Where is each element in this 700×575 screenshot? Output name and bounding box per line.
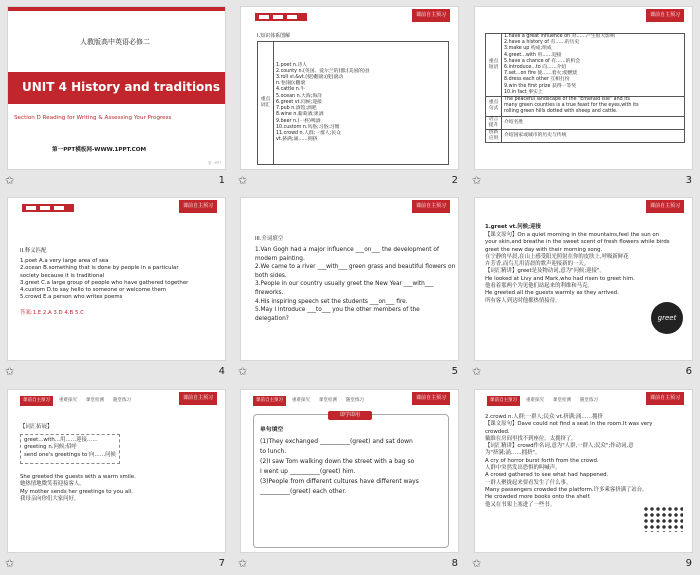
exercise-panel bbox=[253, 414, 449, 548]
nav-item: 随堂练习 bbox=[113, 398, 131, 403]
text-line: I went up __________(greet) him. bbox=[260, 468, 356, 475]
word-heading: 1.greet vt.问候;迎接 bbox=[485, 224, 541, 230]
text-line: (3)People from different cultures have different ways bbox=[260, 478, 419, 485]
nav-item: 随堂练习 bbox=[580, 398, 598, 403]
row-content bbox=[502, 97, 685, 117]
slide-thumbnail-4[interactable] bbox=[0, 191, 233, 382]
text-line: greet...with...用……迎接…… bbox=[24, 437, 98, 443]
brand-text: 第一PPT模板网-WWW.1PPT.COM bbox=[52, 147, 147, 153]
unit-title: UNIT 4 History and traditions bbox=[22, 80, 220, 94]
nav-bar bbox=[487, 396, 601, 406]
match-list bbox=[20, 258, 220, 302]
text-line: society because it is traditional bbox=[20, 272, 105, 279]
nav-item: 重难探究 bbox=[526, 398, 544, 403]
text-line: The peaceful landscape of the "Emerald Isle" and its bbox=[504, 97, 630, 103]
star-icon[interactable]: ✩ bbox=[238, 365, 248, 378]
text-line: My mother sends her greetings to you all. bbox=[20, 488, 133, 495]
text-line: 10.in fact 事实上 bbox=[504, 89, 543, 95]
text-line: fireworks. bbox=[255, 289, 284, 296]
slide-number: 6 bbox=[685, 366, 692, 377]
nav-item: 重难探究 bbox=[59, 398, 77, 403]
slide-thumbnail-6[interactable] bbox=[467, 191, 700, 382]
text-line: both sides. bbox=[255, 272, 287, 279]
vocab-list bbox=[274, 42, 449, 165]
slide-number: 7 bbox=[218, 558, 225, 569]
section-tab: 课前自主预习 bbox=[646, 200, 684, 213]
slide-canvas bbox=[240, 197, 459, 361]
section-tab: 课前自主预习 bbox=[179, 392, 217, 405]
text-line: 9.win the first prize 获得一等奖 bbox=[504, 83, 577, 89]
section-tab: 课前自主预习 bbox=[412, 9, 450, 22]
text-line: 6.greet vt.问候;迎接 bbox=[276, 99, 322, 105]
text-line: your skin,and breathe in the sweet scent of fresh flowers while birds bbox=[485, 239, 670, 246]
text-line: 2.crowd n.人群;一群人;民众 vt.挤满;涌……拥挤 bbox=[485, 414, 603, 420]
fill-list bbox=[255, 246, 455, 323]
text-line: 5.May I introduce ___to___ you the other members of the bbox=[255, 307, 420, 314]
text-line: She greeted the guests with a warm smile. bbox=[20, 474, 136, 480]
star-icon[interactable]: ✩ bbox=[472, 174, 482, 187]
slide-heading: III.介词填空 bbox=[255, 236, 284, 242]
text-line: A cry of horror burst forth from the crowd. bbox=[485, 457, 599, 464]
nav-item: 课堂检测 bbox=[86, 398, 104, 403]
text-line: send one's greetings to 向……问候 bbox=[24, 451, 116, 458]
row-label: 重点短语 bbox=[486, 34, 502, 97]
text-line: 卉芳香,而鸟儿用清晨的歌声迎接新的一天。 bbox=[485, 261, 590, 268]
star-icon[interactable]: ✩ bbox=[5, 174, 15, 187]
text-line: 5.crowd E.a person who writes poems bbox=[20, 294, 123, 301]
slide-thumbnail-5[interactable] bbox=[233, 191, 466, 382]
text-line: greeting n.问候;招呼 bbox=[24, 444, 77, 451]
text-line: (1)They exchanged __________(greet) and sat down bbox=[260, 438, 413, 445]
slide-number: 9 bbox=[685, 558, 692, 569]
text-line: 他看着那两个为见他们站起来的利维和马克。 bbox=[485, 283, 593, 290]
book-title: 人教版高中英语必修二 bbox=[80, 38, 150, 46]
text-line: 为"挤满;涌……拥挤"。 bbox=[485, 450, 541, 457]
text-line: __________(greet) each other. bbox=[260, 488, 347, 495]
text-line: He looked at Livy and Mark,who had risen to greet him. bbox=[485, 275, 635, 282]
section-tab: 课前自主预习 bbox=[646, 392, 684, 405]
slide-canvas bbox=[240, 389, 459, 553]
nav-bar bbox=[20, 396, 134, 406]
slide-thumbnail-1[interactable] bbox=[0, 0, 233, 191]
slide-number: 4 bbox=[218, 366, 225, 377]
text-line: 【词汇精讲】greet是及物动词,意为"问候;迎接"。 bbox=[485, 268, 605, 275]
text-line: 【词汇精讲】crowd作名词,意为"人群,一群人;民众";作动词,意 bbox=[485, 443, 634, 450]
text-line: He crowded more books onto the shelf. bbox=[485, 494, 591, 501]
text-line: 3.roll vi.&vt.(使)翻滚;(使)滚动 bbox=[276, 75, 344, 81]
expansion-box bbox=[20, 434, 120, 464]
text-line: 一群人聚拢起来要看发生了什么事。 bbox=[485, 479, 572, 486]
nav-tag bbox=[22, 204, 74, 212]
text-line: n.卷(轴);翻滚 bbox=[276, 81, 306, 87]
top-stripe bbox=[8, 7, 226, 11]
slide-number: 2 bbox=[451, 175, 458, 186]
slide-canvas bbox=[7, 197, 226, 361]
exercise-list bbox=[260, 437, 446, 497]
text-line: 她热情地微笑着迎接客人。 bbox=[20, 481, 85, 488]
text-line: 3.greet C.a large group of people who have gathered together bbox=[20, 279, 189, 286]
text-line: He greeted all the guests warmly as they arrived. bbox=[485, 290, 619, 297]
text-line: crowded. bbox=[485, 428, 510, 435]
text-line: 他又在书架上塞进了一些书。 bbox=[485, 501, 556, 508]
crowd-illustration bbox=[643, 506, 683, 532]
text-line: 4.custom D.to say hello to someone or welcome them bbox=[20, 287, 167, 294]
nav-tag bbox=[255, 13, 307, 21]
text-line: rolling green hills dotted with sheep and cattle. bbox=[504, 109, 618, 115]
text-line: 1.poet n.诗人 bbox=[276, 62, 308, 68]
text-line: 6.introduce...to 向……介绍 bbox=[504, 65, 567, 71]
greet-illustration: greet bbox=[651, 302, 683, 334]
slide-canvas bbox=[7, 389, 226, 553]
row-label: 重点词汇 bbox=[258, 42, 274, 165]
slide-heading: II.释义匹配 bbox=[20, 248, 47, 254]
practice-badge: 即学即用 bbox=[328, 411, 372, 420]
slide-thumbnail-7[interactable] bbox=[0, 383, 233, 574]
slide-number: 1 bbox=[218, 175, 225, 186]
text-line: 10.custom n.风俗;习俗;习惯 bbox=[276, 124, 340, 130]
nav-item: 课前自主预习 bbox=[253, 396, 286, 406]
text-line: 4.greet...with 用……迎接 bbox=[504, 52, 562, 58]
phrase-table bbox=[485, 33, 685, 143]
text-line: vt.挤满;涌……拥挤 bbox=[276, 137, 318, 143]
text-line: 9.beer n.(一杯)啤酒 bbox=[276, 118, 321, 124]
slide-thumbnail-8[interactable] bbox=[233, 383, 466, 574]
text-line: many green counties is a true feast for the eyes,with its bbox=[504, 103, 639, 109]
section-tab: 课前自主预习 bbox=[412, 392, 450, 405]
text-line: 我母亲向你们大家问好。 bbox=[20, 495, 80, 502]
row-content bbox=[502, 130, 685, 143]
expansion-list bbox=[24, 437, 120, 459]
slide-number: 3 bbox=[685, 175, 692, 186]
text-line: 8.dress each other 互相打扮 bbox=[504, 77, 570, 83]
star-icon[interactable]: ✩ bbox=[472, 557, 482, 570]
nav-bar bbox=[253, 396, 367, 406]
text-line: 3.People in our country usually greet the New Year ___with___ bbox=[255, 281, 434, 288]
nav-item: 课前自主预习 bbox=[487, 396, 520, 406]
nav-item: 课前自主预习 bbox=[20, 396, 53, 406]
box-title: 【词汇拓展】 bbox=[20, 424, 53, 430]
slide-canvas bbox=[240, 6, 459, 170]
slide-canvas bbox=[474, 6, 693, 170]
text-line: 所有客人到达时他都热情接待。 bbox=[485, 297, 561, 304]
star-icon[interactable]: ✩ bbox=[238, 174, 248, 187]
slide-number: 5 bbox=[451, 366, 458, 377]
text-line: 7.pub n.酒馆;酒吧 bbox=[276, 106, 317, 112]
slide-thumbnail-2[interactable] bbox=[233, 0, 466, 191]
row-content bbox=[502, 116, 685, 129]
text-line: Many passengers crowded the platform.许多乘客挤满了站台。 bbox=[485, 486, 648, 493]
section-subtitle: Section D Reading for Writing & Assessing Your Progress bbox=[14, 115, 172, 121]
exercise-title: 单句填空 bbox=[260, 427, 284, 433]
row-label: 重点句式 bbox=[486, 97, 502, 117]
unit-banner bbox=[8, 72, 226, 104]
text-line: 7.set...on fire 使……着火;使燃烧 bbox=[504, 71, 578, 77]
star-icon[interactable]: ✩ bbox=[5, 365, 15, 378]
slide-thumbnail-9[interactable] bbox=[467, 383, 700, 574]
row-label: 创新应用 bbox=[486, 130, 502, 143]
text-line: (2)I saw Tom walking down the street with a bag so bbox=[260, 458, 415, 465]
text-line: 11.crowd n.人群;一群人;民众 bbox=[276, 130, 341, 136]
nav-item: 随堂练习 bbox=[346, 398, 364, 403]
text-line: to lunch. bbox=[260, 448, 287, 455]
text-line: greet the new day with their morning song. bbox=[485, 246, 603, 253]
row-label: 语言提升 bbox=[486, 116, 502, 129]
section-tab: 课前自主预习 bbox=[412, 200, 450, 213]
text-line: 2.We came to a river ___with___ green grass and beautiful flowers on bbox=[255, 264, 456, 271]
text-line: 2.have a history of 有……的历史 bbox=[504, 40, 580, 46]
text-line: 【课文原句】On a quiet morning in the mountains,feel the sun on bbox=[485, 232, 660, 238]
section-tab: 课前自主预习 bbox=[179, 200, 217, 213]
slide-canvas bbox=[474, 197, 693, 361]
text-line: 5.have a chance of 有……的机会 bbox=[504, 58, 581, 64]
text-line: 在宁静的早晨,在山上感受阳光照射在你的皮肤上,呼吸新鲜花 bbox=[485, 253, 629, 260]
text-line: 介绍国家或城市的历史与传统 bbox=[504, 133, 567, 139]
slide-heading: I.知识体系图解 bbox=[257, 33, 291, 39]
example-text bbox=[20, 474, 220, 503]
nav-item: 课堂检测 bbox=[319, 398, 337, 403]
row-content bbox=[502, 34, 685, 97]
text-line: 4.His inspiring speech set the students ___on___ fire. bbox=[255, 298, 408, 305]
text-line: delegation? bbox=[255, 315, 289, 322]
text-line: modern painting. bbox=[255, 255, 305, 262]
text-line: 1.have a great influence on 对……产生很大影响 bbox=[504, 34, 615, 39]
text-line: 2.ocean B.something that is done by people in a particular bbox=[20, 265, 179, 272]
text-line: 5.ocean n.大海;海洋 bbox=[276, 93, 322, 99]
slide-thumbnail-3[interactable] bbox=[467, 0, 700, 191]
text-line: A crowd gathered to see what had happened. bbox=[485, 472, 609, 479]
vocab-table bbox=[257, 41, 449, 165]
text-line: 戴维在房间里找不到座位。太拥挤了。 bbox=[485, 435, 577, 442]
text-line: 人群中突然发出恐惧的叫喊声。 bbox=[485, 465, 561, 472]
slide-canvas bbox=[7, 6, 226, 170]
star-icon[interactable]: ✩ bbox=[5, 557, 15, 570]
nav-item: 重难探究 bbox=[292, 398, 310, 403]
text-line: 3.make up 构成;组成 bbox=[504, 46, 552, 52]
section-tab: 课前自主预习 bbox=[646, 9, 684, 22]
brand-tag: 第一PPT bbox=[208, 161, 222, 165]
slide-canvas bbox=[474, 389, 693, 553]
text-line: 【课文原句】Dave could not find a seat in the room.It was very bbox=[485, 421, 653, 428]
explanation-text bbox=[485, 232, 685, 305]
explanation-text bbox=[485, 414, 685, 509]
text-line: 介绍名胜 bbox=[504, 119, 524, 125]
text-line: 4.cattle n.牛 bbox=[276, 87, 306, 93]
text-line: 2.county n.(英国、爱尔兰的)郡;(美国的)县 bbox=[276, 68, 370, 74]
slide-number: 8 bbox=[451, 558, 458, 569]
answer-text: 答案:1.E 2.A 3.D 4.B 5.C bbox=[20, 310, 84, 316]
text-line: 1.poet A.a very large area of sea bbox=[20, 258, 109, 264]
text-line: 8.wine n.葡萄酒;果酒 bbox=[276, 112, 324, 118]
nav-item: 课堂检测 bbox=[553, 398, 571, 403]
star-icon[interactable]: ✩ bbox=[472, 365, 482, 378]
star-icon[interactable]: ✩ bbox=[238, 557, 248, 570]
text-line: 1.Van Gogh had a major influence ___on___ the development of bbox=[255, 247, 440, 253]
